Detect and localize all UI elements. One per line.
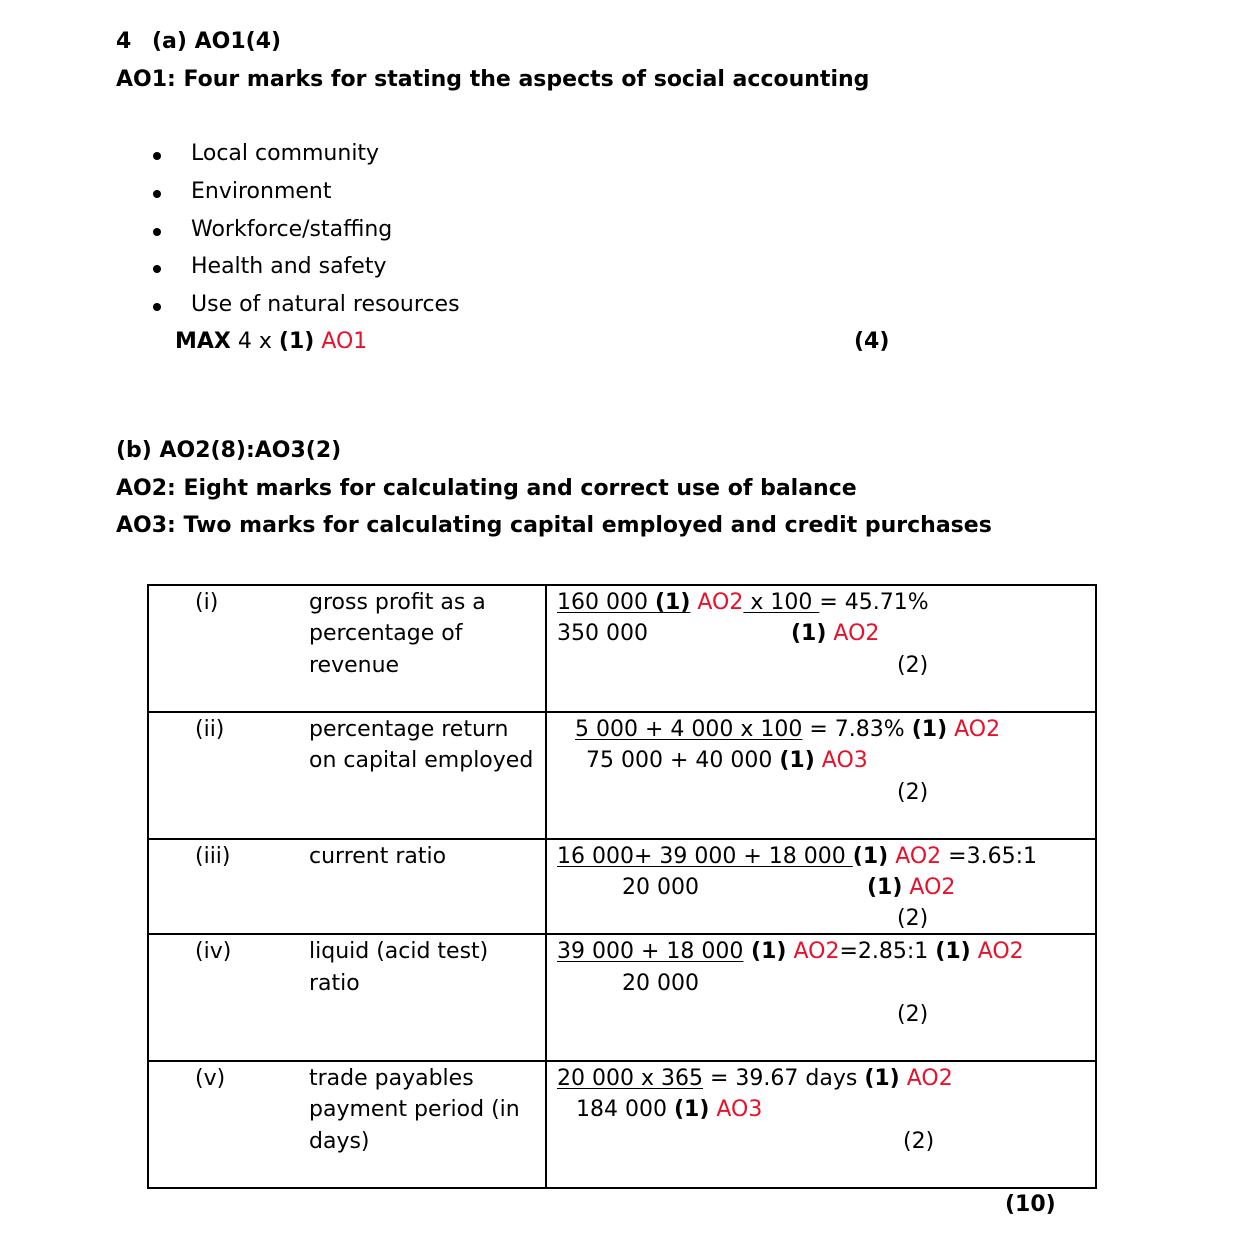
numerator: 16 000+ 39 000 + 18 000: [557, 844, 853, 869]
mark: (1): [779, 748, 815, 773]
part-a-total: (4): [854, 329, 890, 354]
ao1-description: AO1: Four marks for stating the aspects of social accounting: [116, 67, 870, 92]
mark: (1): [867, 875, 903, 900]
row-number: (iii): [195, 844, 231, 869]
row-separator: [147, 838, 1097, 840]
row-description: current ratio: [309, 844, 447, 869]
numerator: 39 000 + 18 000: [557, 939, 744, 964]
max-count: 4 x: [237, 329, 272, 354]
calculation-line: [557, 587, 929, 619]
list-item: Use of natural resources: [191, 292, 460, 317]
max-label: MAX: [175, 329, 231, 354]
row-description: payment period (in: [309, 1097, 520, 1122]
row-description: days): [309, 1129, 370, 1154]
result: = 45.71%: [819, 590, 929, 615]
denominator: 20 000: [622, 971, 699, 996]
list-item: Environment: [191, 179, 332, 204]
calculation-line: [586, 745, 868, 777]
calculation-mark: [791, 618, 879, 650]
row-total: (2): [897, 780, 929, 805]
row-description: ratio: [309, 971, 360, 996]
bullet-dot: [153, 152, 161, 160]
numerator: 160 000: [557, 590, 655, 615]
numerator: 5 000 + 4 000 x 100: [575, 717, 803, 742]
ao-tag: AO2: [888, 844, 942, 869]
table-border-top: [147, 584, 1097, 586]
calculation-line: [575, 714, 1000, 746]
row-description: revenue: [309, 653, 400, 678]
calculation-line: [576, 1094, 762, 1126]
row-number: (i): [195, 590, 219, 615]
mark: (1): [791, 621, 827, 646]
row-description: on capital employed: [309, 748, 534, 773]
row-description: trade payables: [309, 1066, 474, 1091]
denominator: 75 000 + 40 000: [586, 748, 780, 773]
part-b-heading: (b) AO2(8):AO3(2): [116, 438, 342, 463]
result: = 7.83%: [802, 717, 912, 742]
row-description: liquid (acid test): [309, 939, 489, 964]
row-total: (2): [897, 906, 929, 931]
ao2-description: AO2: Eight marks for calculating and correct use of balance: [116, 476, 857, 501]
max-marks-line: [175, 328, 367, 356]
mark: (1): [673, 1097, 710, 1122]
result: =3.65:1: [941, 844, 1038, 869]
row-number: (v): [195, 1066, 226, 1091]
table-border-left: [147, 584, 149, 1189]
row-separator: [147, 933, 1097, 935]
ao-tag: AO3: [814, 748, 868, 773]
mark: (1): [935, 939, 971, 964]
mark: (1): [864, 1066, 900, 1091]
calculation-line: [557, 841, 1037, 873]
ao-tag: AO2: [902, 875, 956, 900]
denominator: 350 000: [557, 621, 648, 646]
result: = 39.67 days: [702, 1066, 865, 1091]
calculation-mark: [867, 872, 955, 904]
row-total: (2): [897, 1002, 929, 1027]
table-border-bottom: [147, 1187, 1097, 1189]
numerator: 20 000 x 365: [557, 1066, 703, 1091]
bullet-dot: [153, 190, 161, 198]
ao-tag: AO2: [947, 717, 1001, 742]
list-item: Local community: [191, 141, 380, 166]
part-a-heading: (a) AO1(4): [152, 29, 282, 54]
row-separator: [147, 711, 1097, 713]
denominator: 20 000: [622, 875, 699, 900]
ao-tag: AO2: [970, 939, 1024, 964]
question-number: 4: [116, 29, 132, 54]
bullet-dot: [153, 228, 161, 236]
ao-tag: AO2: [786, 939, 840, 964]
list-item: Health and safety: [191, 254, 387, 279]
mark: (1): [743, 939, 787, 964]
max-mark: (1): [278, 329, 315, 354]
bullet-dot: [153, 303, 161, 311]
mark: (1): [911, 717, 948, 742]
denominator: 184 000: [576, 1097, 674, 1122]
ao3-description: AO3: Two marks for calculating capital employed and credit purchases: [116, 513, 992, 538]
ao-tag: AO2: [899, 1066, 953, 1091]
table-border-right: [1095, 584, 1097, 1189]
list-item: Workforce/staffing: [191, 217, 393, 242]
part-b-total: (10): [1005, 1192, 1056, 1217]
row-separator: [147, 1060, 1097, 1062]
row-number: (ii): [195, 717, 225, 742]
calculation-line: [557, 936, 1024, 968]
row-description: gross profit as a: [309, 590, 486, 615]
ao-tag: AO2: [690, 590, 744, 615]
ao-tag: AO2: [826, 621, 880, 646]
calculation-line: [557, 1063, 953, 1095]
table-divider: [545, 584, 547, 1189]
row-total: (2): [897, 653, 929, 678]
multiplier: x 100: [743, 590, 820, 615]
row-total: (2): [903, 1129, 935, 1154]
max-ao: AO1: [321, 329, 368, 354]
bullet-dot: [153, 265, 161, 273]
mark: (1): [852, 844, 889, 869]
mark: (1): [654, 590, 691, 615]
row-description: percentage of: [309, 621, 463, 646]
row-number: (iv): [195, 939, 232, 964]
row-description: percentage return: [309, 717, 509, 742]
ao-tag: AO3: [709, 1097, 763, 1122]
result: =2.85:1: [839, 939, 936, 964]
